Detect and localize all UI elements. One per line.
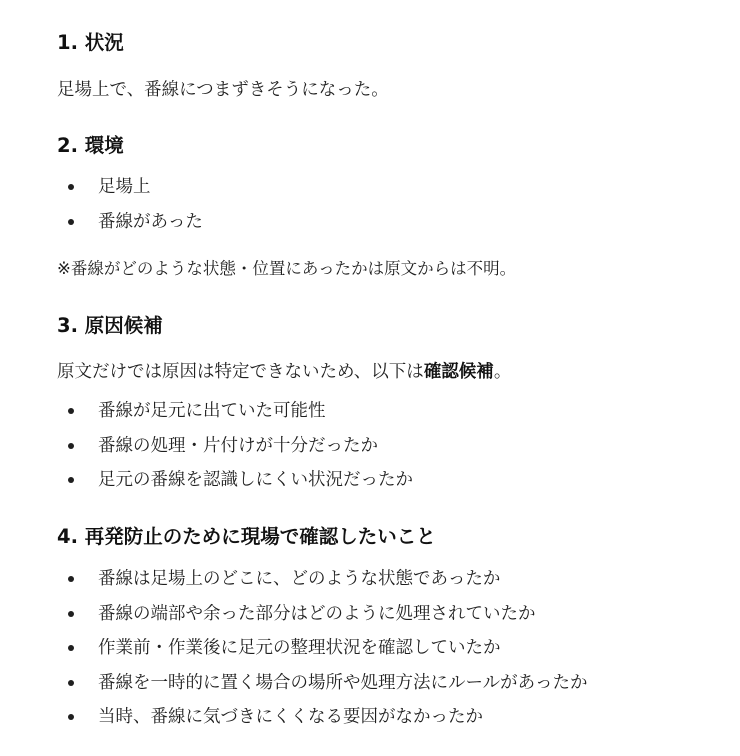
section-heading: 1. 状況 — [57, 31, 124, 54]
emphasis-text: 確認候補 — [423, 362, 494, 382]
bullet-icon — [68, 477, 74, 483]
section-situation — [57, 30, 720, 56]
list-item: 足場上 — [57, 170, 720, 205]
environment-note-wrap — [57, 257, 720, 281]
section-heading: 3. 原因候補 — [57, 314, 163, 337]
bullet-icon — [68, 714, 74, 720]
list-item: 番線の処理・片付けが十分だったか — [57, 429, 720, 464]
section-situation-body — [57, 77, 720, 103]
environment-list-wrap — [57, 170, 720, 239]
list-item: 番線が足元に出ていた可能性 — [57, 394, 720, 429]
bullet-icon — [68, 645, 74, 651]
section-prevention — [57, 524, 720, 550]
prevention-list-wrap — [57, 562, 720, 735]
section-environment — [57, 133, 720, 159]
list-item: 番線の端部や余った部分はどのように処理されていたか — [57, 597, 720, 632]
bullet-icon — [68, 443, 74, 449]
list-item: 当時、番線に気づきにくくなる要因がなかったか — [57, 700, 720, 735]
bullet-icon — [68, 219, 74, 225]
bullet-icon — [68, 184, 74, 190]
bullet-icon — [68, 408, 74, 414]
section-heading: 2. 環境 — [57, 134, 124, 157]
causes-list-wrap — [57, 394, 720, 498]
list-item: 番線があった — [57, 205, 720, 240]
section-causes-intro — [57, 359, 720, 385]
environment-list — [57, 170, 720, 239]
section-text: 足場上で、番線につまずきそうになった。 — [57, 80, 389, 100]
causes-list — [57, 394, 720, 498]
bullet-icon — [68, 680, 74, 686]
list-item: 番線を一時的に置く場合の場所や処理方法にルールがあったか — [57, 666, 720, 701]
list-item: 番線は足場上のどこに、どのような状態であったか — [57, 562, 720, 597]
section-causes — [57, 313, 720, 339]
environment-note: ※番線がどのような状態・位置にあったかは原文からは不明。 — [57, 259, 517, 278]
section-heading: 4. 再発防止のために現場で確認したいこと — [57, 525, 436, 548]
prevention-list — [57, 562, 720, 735]
section-text: 原文だけでは原因は特定できないため、以下は確認候補。 — [57, 362, 512, 382]
list-item: 作業前・作業後に足元の整理状況を確認していたか — [57, 631, 720, 666]
bullet-icon — [68, 576, 74, 582]
list-item: 足元の番線を認識しにくい状況だったか — [57, 463, 720, 498]
bullet-icon — [68, 611, 74, 617]
